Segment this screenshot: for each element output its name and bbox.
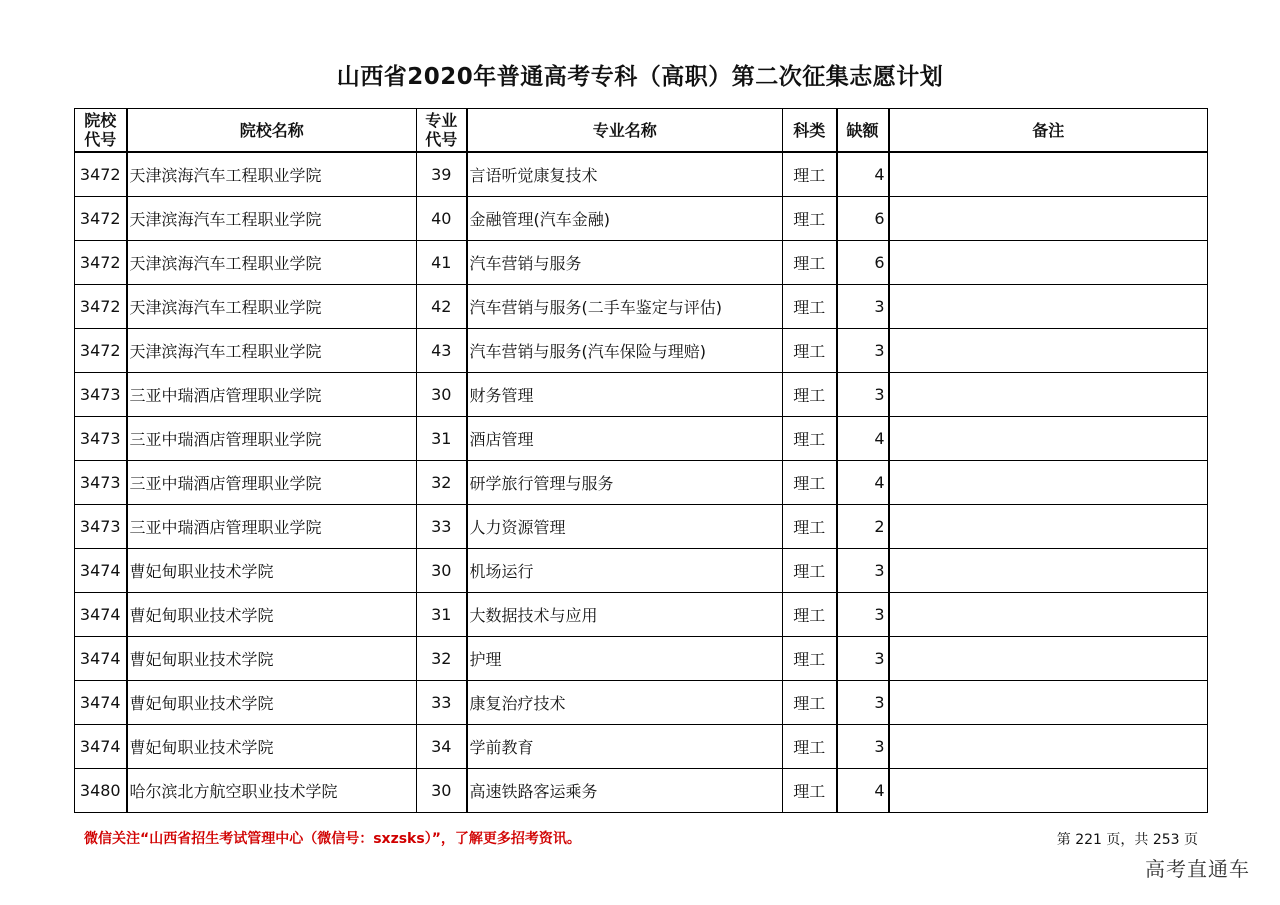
table-row: [75, 285, 1208, 329]
cell-vacancies: 4: [837, 152, 889, 197]
cell-school-name: 天津滨海汽车工程职业学院: [127, 285, 417, 329]
cell-vacancies: 3: [837, 329, 889, 373]
cell-school-code: 3472: [75, 329, 127, 373]
cell-major-code: 33: [417, 681, 467, 725]
cell-school-code: 3472: [75, 241, 127, 285]
header-school-name: 院校名称: [127, 109, 417, 153]
table-body: [75, 152, 1208, 813]
cell-school-name: 天津滨海汽车工程职业学院: [127, 241, 417, 285]
cell-major-code: 32: [417, 461, 467, 505]
table-row: [75, 373, 1208, 417]
cell-major-name: 高速铁路客运乘务: [467, 769, 783, 813]
cell-vacancies: 3: [837, 549, 889, 593]
header-vacancies: 缺额: [837, 109, 889, 153]
cell-category: 理工: [783, 285, 837, 329]
cell-major-code: 43: [417, 329, 467, 373]
cell-school-name: 曹妃甸职业技术学院: [127, 725, 417, 769]
cell-major-name: 汽车营销与服务(汽车保险与理赔): [467, 329, 783, 373]
cell-remarks: [889, 152, 1208, 197]
table-row: [75, 505, 1208, 549]
cell-vacancies: 6: [837, 197, 889, 241]
cell-school-code: 3473: [75, 417, 127, 461]
cell-vacancies: 3: [837, 373, 889, 417]
cell-school-name: 曹妃甸职业技术学院: [127, 637, 417, 681]
cell-category: 理工: [783, 241, 837, 285]
cell-category: 理工: [783, 461, 837, 505]
cell-school-code: 3472: [75, 285, 127, 329]
cell-category: 理工: [783, 505, 837, 549]
cell-school-name: 哈尔滨北方航空职业技术学院: [127, 769, 417, 813]
cell-school-code: 3472: [75, 197, 127, 241]
cell-school-code: 3473: [75, 505, 127, 549]
cell-school-name: 曹妃甸职业技术学院: [127, 681, 417, 725]
cell-school-code: 3474: [75, 637, 127, 681]
cell-remarks: [889, 241, 1208, 285]
cell-vacancies: 2: [837, 505, 889, 549]
cell-major-code: 30: [417, 769, 467, 813]
header-school-code: 院校 代号: [75, 109, 127, 153]
cell-major-name: 护理: [467, 637, 783, 681]
table-row: [75, 197, 1208, 241]
table-row: [75, 417, 1208, 461]
cell-major-code: 39: [417, 152, 467, 197]
cell-major-code: 42: [417, 285, 467, 329]
cell-school-code: 3474: [75, 725, 127, 769]
cell-major-name: 机场运行: [467, 549, 783, 593]
table-header-row: [75, 109, 1208, 153]
cell-vacancies: 3: [837, 637, 889, 681]
cell-category: 理工: [783, 152, 837, 197]
page-title: 山西省2020年普通高考专科（高职）第二次征集志愿计划: [336, 64, 944, 90]
table-row: [75, 549, 1208, 593]
cell-school-code: 3480: [75, 769, 127, 813]
cell-vacancies: 4: [837, 417, 889, 461]
cell-major-name: 研学旅行管理与服务: [467, 461, 783, 505]
cell-major-name: 大数据技术与应用: [467, 593, 783, 637]
cell-major-code: 41: [417, 241, 467, 285]
cell-remarks: [889, 417, 1208, 461]
cell-vacancies: 6: [837, 241, 889, 285]
cell-category: 理工: [783, 549, 837, 593]
cell-school-name: 三亚中瑞酒店管理职业学院: [127, 461, 417, 505]
cell-remarks: [889, 285, 1208, 329]
cell-category: 理工: [783, 329, 837, 373]
cell-category: 理工: [783, 593, 837, 637]
cell-category: 理工: [783, 417, 837, 461]
cell-remarks: [889, 329, 1208, 373]
cell-major-code: 30: [417, 549, 467, 593]
cell-major-name: 学前教育: [467, 725, 783, 769]
table-row: [75, 681, 1208, 725]
cell-remarks: [889, 549, 1208, 593]
cell-school-name: 天津滨海汽车工程职业学院: [127, 152, 417, 197]
cell-school-code: 3473: [75, 373, 127, 417]
watermark-text: 高考直通车: [1145, 857, 1250, 881]
header-category: 科类: [783, 109, 837, 153]
cell-remarks: [889, 505, 1208, 549]
cell-remarks: [889, 593, 1208, 637]
cell-vacancies: 4: [837, 769, 889, 813]
table-row: [75, 637, 1208, 681]
cell-remarks: [889, 373, 1208, 417]
cell-category: 理工: [783, 769, 837, 813]
cell-vacancies: 3: [837, 285, 889, 329]
cell-vacancies: 3: [837, 725, 889, 769]
cell-school-name: 三亚中瑞酒店管理职业学院: [127, 417, 417, 461]
admission-plan-table: [74, 108, 1208, 813]
cell-major-name: 金融管理(汽车金融): [467, 197, 783, 241]
cell-category: 理工: [783, 197, 837, 241]
cell-school-name: 三亚中瑞酒店管理职业学院: [127, 373, 417, 417]
cell-remarks: [889, 461, 1208, 505]
cell-category: 理工: [783, 637, 837, 681]
cell-school-name: 曹妃甸职业技术学院: [127, 549, 417, 593]
cell-remarks: [889, 681, 1208, 725]
header-remarks: 备注: [889, 109, 1208, 153]
cell-major-code: 31: [417, 593, 467, 637]
table-row: [75, 152, 1208, 197]
table-row: [75, 769, 1208, 813]
table-row: [75, 241, 1208, 285]
cell-school-name: 天津滨海汽车工程职业学院: [127, 329, 417, 373]
table-row: [75, 725, 1208, 769]
cell-school-code: 3472: [75, 152, 127, 197]
cell-school-code: 3474: [75, 681, 127, 725]
cell-major-code: 34: [417, 725, 467, 769]
cell-school-name: 天津滨海汽车工程职业学院: [127, 197, 417, 241]
cell-major-code: 30: [417, 373, 467, 417]
cell-category: 理工: [783, 373, 837, 417]
cell-school-code: 3474: [75, 549, 127, 593]
cell-major-name: 汽车营销与服务: [467, 241, 783, 285]
cell-remarks: [889, 637, 1208, 681]
cell-major-name: 人力资源管理: [467, 505, 783, 549]
cell-major-code: 31: [417, 417, 467, 461]
cell-category: 理工: [783, 681, 837, 725]
cell-major-name: 康复治疗技术: [467, 681, 783, 725]
page-number: 第 221 页，共 253 页: [1056, 832, 1198, 848]
cell-remarks: [889, 769, 1208, 813]
table-row: [75, 329, 1208, 373]
header-major-code: 专业 代号: [417, 109, 467, 153]
header-major-name: 专业名称: [467, 109, 783, 153]
cell-remarks: [889, 197, 1208, 241]
cell-remarks: [889, 725, 1208, 769]
cell-major-code: 33: [417, 505, 467, 549]
cell-category: 理工: [783, 725, 837, 769]
cell-major-name: 酒店管理: [467, 417, 783, 461]
cell-major-name: 财务管理: [467, 373, 783, 417]
table-row: [75, 593, 1208, 637]
cell-major-name: 汽车营销与服务(二手车鉴定与评估): [467, 285, 783, 329]
table-row: [75, 461, 1208, 505]
cell-school-code: 3473: [75, 461, 127, 505]
wechat-follow-note: 微信关注“山西省招生考试管理中心（微信号：sxzsks）”，了解更多招考资讯。: [84, 831, 581, 847]
cell-major-code: 40: [417, 197, 467, 241]
cell-major-name: 言语听觉康复技术: [467, 152, 783, 197]
cell-vacancies: 3: [837, 593, 889, 637]
cell-major-code: 32: [417, 637, 467, 681]
cell-school-name: 三亚中瑞酒店管理职业学院: [127, 505, 417, 549]
cell-vacancies: 3: [837, 681, 889, 725]
cell-school-code: 3474: [75, 593, 127, 637]
cell-school-name: 曹妃甸职业技术学院: [127, 593, 417, 637]
cell-vacancies: 4: [837, 461, 889, 505]
